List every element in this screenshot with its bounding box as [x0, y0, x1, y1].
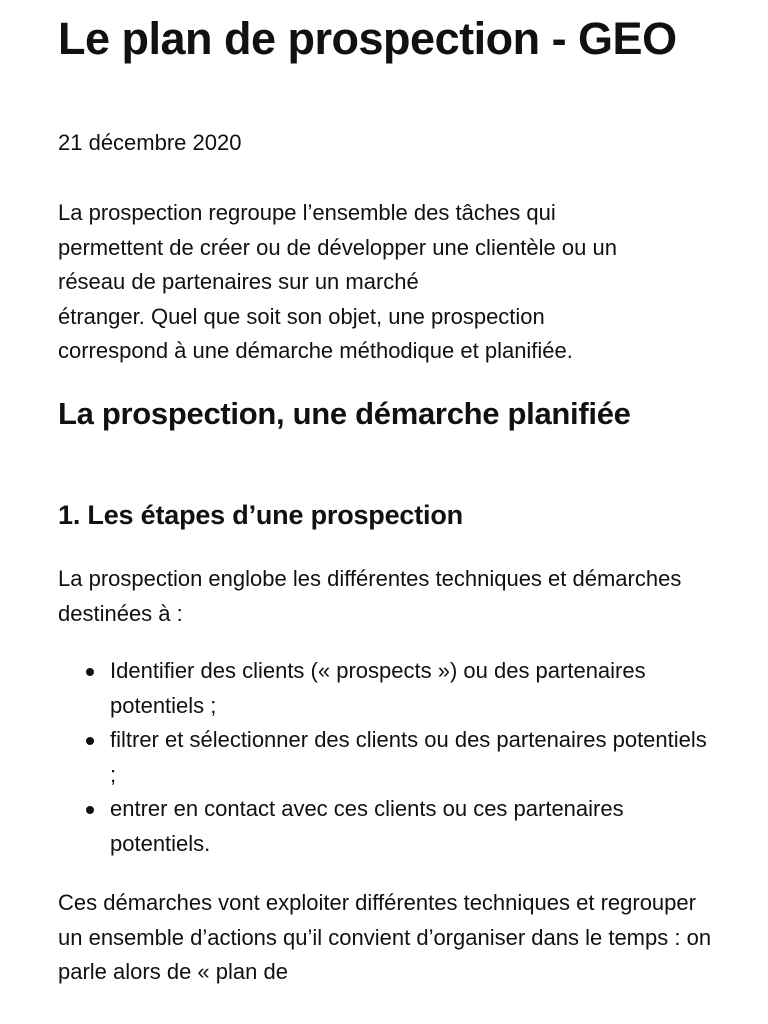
article-title: Le plan de prospection - GEO: [58, 13, 677, 64]
list-item: [58, 654, 718, 723]
intro-paragraph: [58, 196, 718, 369]
list-item-text: filtrer et sélectionner des clients ou des partenaires potentiels ;: [110, 727, 707, 787]
list-item-text: entrer en contact avec ces clients ou ces partenaires potentiels.: [110, 796, 624, 856]
subsection-heading: 1. Les étapes d’une prospection: [58, 500, 463, 530]
list-item: [58, 723, 718, 792]
bullet-icon: [86, 737, 94, 745]
bullet-icon: [86, 806, 94, 814]
closing-paragraph: Ces démarches vont exploiter différentes techniques et regrouper un ensemble d’actions qu’il convient d’organiser dans le temps : on parle alors de « plan de: [58, 890, 712, 984]
list-intro-paragraph: La prospection englobe les différentes techniques et démarches destinées à :: [58, 566, 682, 626]
steps-list: [58, 654, 718, 861]
intro-line: étranger. Quel que soit son objet, une prospection: [58, 303, 545, 329]
intro-line: réseau de partenaires sur un marché: [58, 269, 419, 294]
list-item-text: Identifier des clients (« prospects ») ou des partenaires potentiels ;: [110, 658, 646, 718]
list-item: [58, 792, 718, 861]
intro-line: La prospection regroupe l’ensemble des tâches qui: [58, 200, 556, 225]
intro-line: permettent de créer ou de développer une clientèle ou un: [58, 234, 617, 260]
publication-date: 21 décembre 2020: [58, 130, 242, 155]
bullet-icon: [86, 668, 94, 676]
intro-line: correspond à une démarche méthodique et planifiée.: [58, 338, 573, 363]
section-heading: La prospection, une démarche planifiée: [58, 396, 631, 431]
